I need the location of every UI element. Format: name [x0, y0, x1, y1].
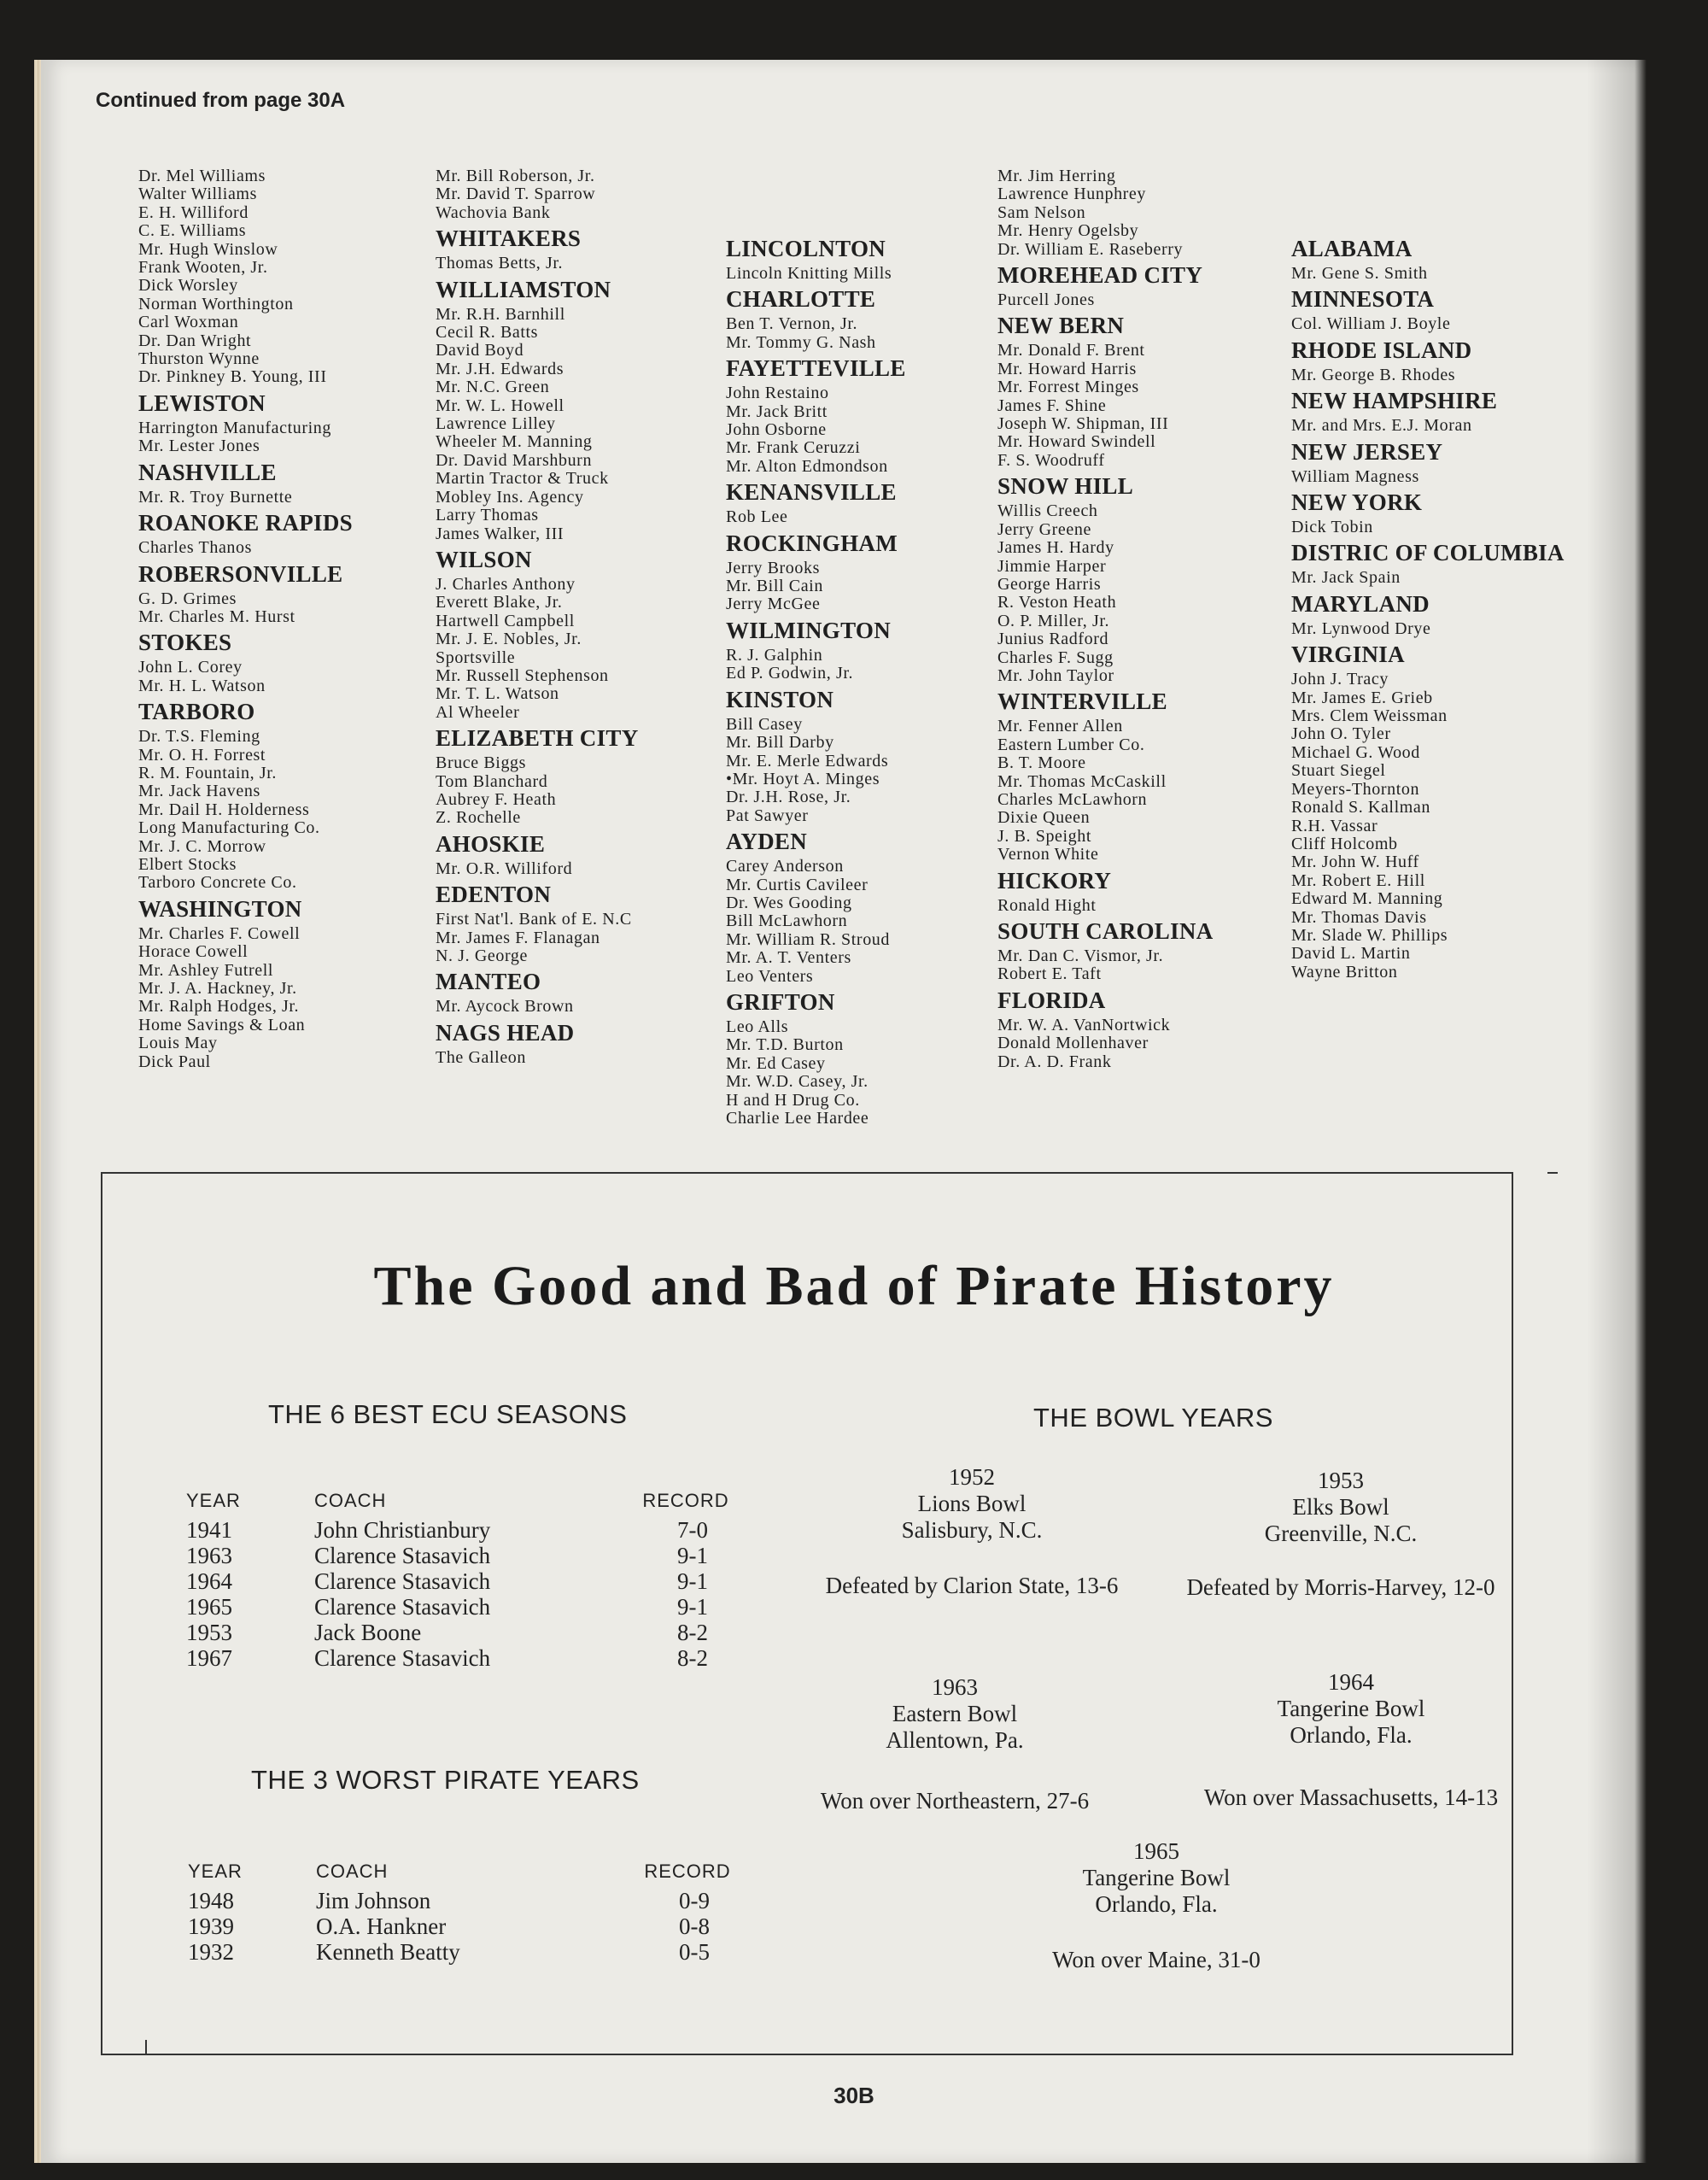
- donor-name: R. Veston Heath: [997, 593, 1117, 612]
- donor-name: Mr. Dan C. Vismor, Jr.: [997, 946, 1164, 965]
- donor-name: The Galleon: [436, 1047, 527, 1067]
- donor-name: Sam Nelson: [997, 202, 1086, 222]
- donor-name: Mr. Howard Swindell: [997, 432, 1156, 452]
- donor-name: B. T. Moore: [997, 753, 1086, 773]
- bowl-entry: [1129, 1669, 1573, 1811]
- donor-name: Carey Anderson: [726, 857, 844, 876]
- table-row: [188, 1888, 734, 1913]
- city-heading: AHOSKIE: [436, 830, 546, 857]
- row-coach: Jim Johnson: [316, 1888, 431, 1913]
- bowl-result: Won over Northeastern, 27-6: [820, 1788, 1090, 1814]
- donor-name: Walter Williams: [138, 185, 257, 204]
- bowl-year: 1965: [1133, 1838, 1179, 1864]
- donor-name: Willis Creech: [997, 501, 1098, 521]
- donor-name: Dr. T.S. Fleming: [138, 727, 260, 747]
- donor-name: James Walker, III: [436, 524, 564, 543]
- bowl-name: Tangerine Bowl: [1082, 1865, 1231, 1890]
- table-row: [186, 1543, 733, 1568]
- list-column-3: [726, 232, 1008, 1128]
- donor-name: G. D. Grimes: [138, 589, 237, 608]
- donor-name: James F. Shine: [997, 396, 1107, 415]
- donor-name: Louis May: [138, 1034, 218, 1053]
- donor-name: Mr. Bill Darby: [726, 733, 834, 753]
- donor-name: •Mr. Hoyt A. Minges: [726, 769, 880, 788]
- donor-name: Leo Alls: [726, 1017, 789, 1036]
- donor-name: Mr. Thomas McCaskill: [997, 771, 1167, 791]
- donor-name: Lawrence Hunphrey: [997, 185, 1147, 204]
- donor-name: Mr. Alton Edmondson: [726, 456, 888, 476]
- donor-name: First Nat'l. Bank of E. N.C: [436, 910, 632, 929]
- donor-name: Dick Worsley: [138, 276, 238, 296]
- city-heading: NEW JERSEY: [1291, 438, 1443, 465]
- bowl-name: Eastern Bowl: [892, 1701, 1018, 1726]
- donor-name: Pat Sawyer: [726, 806, 809, 825]
- donor-name: Mr. H. L. Watson: [138, 676, 266, 695]
- donor-name: Dr. Dan Wright: [138, 331, 252, 350]
- col-record: RECORD: [642, 1490, 729, 1511]
- city-heading: EDENTON: [436, 882, 552, 908]
- donor-name: John O. Tyler: [1291, 724, 1391, 744]
- donor-name: Norman Worthington: [138, 294, 294, 314]
- bowl-name: Lions Bowl: [917, 1491, 1027, 1516]
- city-heading: LEWISTON: [138, 390, 266, 416]
- donor-name: Stuart Siegel: [1291, 761, 1386, 781]
- bowl-place: Allentown, Pa.: [886, 1727, 1024, 1753]
- donor-name: Mr. David T. Sparrow: [436, 185, 596, 204]
- donor-name: Lawrence Lilley: [436, 414, 556, 434]
- row-coach: O.A. Hankner: [316, 1913, 447, 1939]
- city-heading: HICKORY: [997, 867, 1112, 894]
- donor-name: Mr. R. Troy Burnette: [138, 487, 293, 507]
- donor-name: C. E. Williams: [138, 221, 247, 241]
- donor-name: Mr. Ed Casey: [726, 1053, 826, 1073]
- donor-name: Mr. John W. Huff: [1291, 853, 1419, 872]
- worst-years-table: [188, 1861, 734, 1965]
- donor-name: Mr. Ashley Futrell: [138, 960, 274, 980]
- donor-name: R. M. Fountain, Jr.: [138, 763, 277, 782]
- city-heading: NEW YORK: [1291, 489, 1423, 516]
- donor-name: Charles F. Sugg: [997, 648, 1114, 667]
- table-row: [186, 1594, 733, 1620]
- donor-name: Mr. O.R. Williford: [436, 859, 573, 878]
- donor-name: Charles McLawhorn: [997, 789, 1148, 809]
- page-number: 30B: [834, 2083, 874, 2108]
- donor-name: John Restaino: [726, 384, 829, 403]
- row-coach: Clarence Stasavich: [314, 1645, 491, 1671]
- donor-name: Dick Paul: [138, 1052, 211, 1071]
- list-column-5: [1291, 232, 1573, 982]
- donor-name: Michael G. Wood: [1291, 742, 1420, 762]
- bowl-place: Orlando, Fla.: [1290, 1722, 1413, 1748]
- donor-name: Mr. Slade W. Phillips: [1291, 925, 1448, 945]
- donor-name: Mr. Jack Britt: [726, 401, 828, 421]
- donor-name: Mr. Frank Ceruzzi: [726, 438, 861, 458]
- donor-name: Ronald Hight: [997, 895, 1097, 915]
- donor-name: John Osborne: [726, 420, 827, 440]
- donor-name: Mr. James E. Grieb: [1291, 688, 1433, 707]
- city-heading: MARYLAND: [1291, 590, 1430, 617]
- city-heading: VIRGINIA: [1291, 642, 1405, 668]
- bowl-place: Greenville, N.C.: [1264, 1521, 1418, 1546]
- donor-name: David Boyd: [436, 341, 524, 360]
- donor-name: Frank Wooten, Jr.: [138, 258, 268, 278]
- donor-name: Mr. J. A. Hackney, Jr.: [138, 979, 297, 998]
- donor-name: Everett Blake, Jr.: [436, 593, 563, 612]
- donor-name: Meyers-Thornton: [1291, 779, 1420, 799]
- row-record: 9-1: [677, 1543, 708, 1568]
- donor-name: Mr. James F. Flanagan: [436, 928, 600, 947]
- donor-name: Tarboro Concrete Co.: [138, 873, 297, 893]
- col-year: YEAR: [188, 1861, 243, 1882]
- donor-name: Martin Tractor & Truck: [436, 469, 609, 489]
- row-coach: Kenneth Beatty: [316, 1939, 460, 1965]
- corner-mark: [1547, 1172, 1558, 1174]
- row-coach: Clarence Stasavich: [314, 1543, 491, 1568]
- row-record: 0-9: [679, 1888, 710, 1913]
- donor-name: Charlie Lee Hardee: [726, 1109, 869, 1128]
- city-heading: KINSTON: [726, 686, 834, 712]
- city-heading: RHODE ISLAND: [1291, 337, 1472, 363]
- city-heading: WILMINGTON: [726, 617, 892, 643]
- donor-name: Thomas Betts, Jr.: [436, 254, 564, 273]
- donor-name: Mr. Bill Roberson, Jr.: [436, 167, 595, 185]
- list-column-2: [436, 167, 717, 1067]
- donor-name: Dr. Mel Williams: [138, 167, 266, 185]
- donor-name: Carl Woxman: [138, 313, 239, 332]
- donor-name: Mr. Charles F. Cowell: [138, 923, 301, 943]
- bowl-place: Orlando, Fla.: [1095, 1891, 1218, 1917]
- bowl-year: 1964: [1328, 1669, 1374, 1695]
- donor-name: Joseph W. Shipman, III: [997, 414, 1169, 434]
- donor-name: O. P. Miller, Jr.: [997, 611, 1110, 630]
- donor-name: Robert E. Taft: [997, 964, 1102, 984]
- donor-name: Jimmie Harper: [997, 556, 1107, 576]
- donor-name: Mr. Thomas Davis: [1291, 907, 1427, 927]
- donor-name: James H. Hardy: [997, 538, 1114, 558]
- corner-mark: [145, 2040, 147, 2054]
- donor-name: Vernon White: [997, 845, 1099, 864]
- donor-name: Dr. A. D. Frank: [997, 1052, 1112, 1071]
- row-year: 1953: [186, 1620, 232, 1645]
- bowl-place: Salisbury, N.C.: [901, 1517, 1043, 1543]
- donor-name: Thurston Wynne: [138, 349, 260, 369]
- donor-name: Mr. Donald F. Brent: [997, 341, 1145, 360]
- row-year: 1963: [186, 1543, 232, 1568]
- donor-name: Mr. T. L. Watson: [436, 684, 559, 704]
- donor-name: Mr. Jack Havens: [138, 782, 260, 801]
- bowl-year: 1953: [1318, 1468, 1364, 1493]
- donor-name: Mr. John Taylor: [997, 665, 1114, 685]
- donor-name: John L. Corey: [138, 658, 243, 677]
- bowl-entry: [733, 1674, 1177, 1814]
- best-seasons-heading: THE 6 BEST ECU SEASONS: [268, 1399, 628, 1429]
- donor-name: Mr. and Mrs. E.J. Moran: [1291, 416, 1472, 436]
- col-record: RECORD: [644, 1861, 731, 1882]
- city-heading: SNOW HILL: [997, 473, 1134, 500]
- row-year: 1932: [188, 1939, 234, 1965]
- donor-name: R. J. Galphin: [726, 645, 823, 665]
- row-record: 0-5: [679, 1939, 710, 1965]
- donor-name: Home Savings & Loan: [138, 1015, 306, 1034]
- donor-name: Donald Mollenhaver: [997, 1034, 1149, 1053]
- donor-name: Bruce Biggs: [436, 753, 527, 773]
- donor-name: Dr. David Marshburn: [436, 450, 593, 470]
- donor-name: J. Charles Anthony: [436, 574, 576, 594]
- donor-name: Mr. W. A. VanNortwick: [997, 1015, 1171, 1034]
- donor-name: William Magness: [1291, 466, 1419, 486]
- donor-name: Mrs. Clem Weissman: [1291, 706, 1448, 726]
- donor-name: Mr. E. Merle Edwards: [726, 751, 889, 771]
- donor-name: Edward M. Manning: [1291, 889, 1443, 909]
- city-heading: MINNESOTA: [1291, 286, 1435, 313]
- donor-name: John J. Tracy: [1291, 670, 1389, 689]
- donor-name: Mr. Ralph Hodges, Jr.: [138, 997, 300, 1017]
- row-record: 8-2: [677, 1645, 708, 1671]
- donor-name: Mr. Forrest Minges: [997, 378, 1139, 397]
- row-coach: Clarence Stasavich: [314, 1568, 491, 1594]
- donor-name: Dick Tobin: [1291, 518, 1373, 537]
- donor-name: Col. William J. Boyle: [1291, 314, 1451, 334]
- donor-name: Mr. Aycock Brown: [436, 997, 574, 1017]
- donor-name: Dr. William E. Raseberry: [997, 239, 1184, 259]
- donor-name: Dr. Wes Gooding: [726, 893, 852, 912]
- city-heading: FAYETTEVILLE: [726, 355, 906, 382]
- city-heading: WINTERVILLE: [997, 689, 1167, 715]
- row-year: 1939: [188, 1913, 234, 1939]
- donor-name: Larry Thomas: [436, 506, 539, 525]
- donor-name: Ed P. Godwin, Jr.: [726, 664, 854, 683]
- donor-name: Mr. Lynwood Drye: [1291, 618, 1431, 638]
- bowl-entry: [934, 1838, 1378, 1973]
- donor-name: Mr. W.D. Casey, Jr.: [726, 1072, 869, 1092]
- city-heading: ALABAMA: [1291, 236, 1413, 261]
- city-heading: ROBERSONVILLE: [138, 560, 343, 587]
- donor-name: Mr. Tommy G. Nash: [726, 332, 876, 352]
- city-heading: ELIZABETH CITY: [436, 725, 639, 752]
- city-heading: STOKES: [138, 630, 232, 656]
- donor-name: Wayne Britton: [1291, 962, 1398, 982]
- donor-name: Wachovia Bank: [436, 202, 551, 222]
- row-record: 9-1: [677, 1568, 708, 1594]
- city-heading: DISTRIC OF COLUMBIA: [1291, 540, 1565, 566]
- table-row: [186, 1568, 733, 1594]
- row-year: 1967: [186, 1645, 232, 1671]
- donor-name: Mr. Hugh Winslow: [138, 239, 278, 259]
- city-heading: LINCOLNTON: [726, 236, 886, 261]
- donor-name: Mr. Bill Cain: [726, 577, 823, 596]
- col-year: YEAR: [186, 1490, 241, 1511]
- bowl-year: 1963: [932, 1674, 978, 1700]
- donor-name: Jerry McGee: [726, 595, 821, 614]
- best-seasons-table: [186, 1490, 733, 1671]
- donor-name: Mr. T.D. Burton: [726, 1035, 844, 1055]
- city-heading: WILLIAMSTON: [436, 276, 611, 302]
- donor-name: Mobley Ins. Agency: [436, 487, 584, 507]
- row-coach: Jack Boone: [314, 1620, 422, 1645]
- list-column-4: [997, 167, 1279, 1071]
- donor-name: Mr. Russell Stephenson: [436, 665, 609, 685]
- donor-name: J. B. Speight: [997, 826, 1092, 846]
- worst-years-heading: THE 3 WORST PIRATE YEARS: [251, 1765, 640, 1795]
- city-heading: WHITAKERS: [436, 226, 582, 252]
- row-record: 7-0: [677, 1517, 708, 1543]
- table-row: [188, 1939, 734, 1965]
- bowl-result: Defeated by Clarion State, 13-6: [825, 1573, 1119, 1598]
- donor-name: Hartwell Campbell: [436, 611, 575, 630]
- donor-name: Mr. R.H. Barnhill: [436, 304, 565, 324]
- city-heading: CHARLOTTE: [726, 286, 876, 313]
- row-coach: John Christianbury: [314, 1517, 491, 1543]
- col-coach: COACH: [316, 1861, 389, 1882]
- row-year: 1964: [186, 1568, 232, 1594]
- donor-name: Mr. O. H. Forrest: [138, 745, 266, 765]
- donor-name: Mr. A. T. Venters: [726, 948, 851, 968]
- donor-name: Eastern Lumber Co.: [997, 735, 1145, 754]
- gutter-shadow: [1587, 60, 1647, 2163]
- city-heading: KENANSVILLE: [726, 479, 897, 506]
- bowl-entry: [1119, 1468, 1563, 1601]
- donor-name: Elbert Stocks: [138, 854, 237, 874]
- bowl-result: Defeated by Morris-Harvey, 12-0: [1186, 1574, 1495, 1600]
- donor-name: Lincoln Knitting Mills: [726, 264, 892, 283]
- city-heading: ROCKINGHAM: [726, 530, 898, 556]
- donor-name: Purcell Jones: [997, 290, 1095, 310]
- table-row: [186, 1517, 733, 1543]
- donor-name: Rob Lee: [726, 507, 788, 527]
- donor-name: Leo Venters: [726, 966, 814, 986]
- donor-name: Mr. Jim Herring: [997, 167, 1116, 185]
- row-year: 1948: [188, 1888, 234, 1913]
- donor-name: Dr. Pinkney B. Young, III: [138, 367, 327, 387]
- donor-name: Mr. J. E. Nobles, Jr.: [436, 630, 582, 649]
- donor-name: Dixie Queen: [997, 808, 1091, 828]
- city-heading: NAGS HEAD: [436, 1019, 575, 1046]
- donor-name: Charles Thanos: [138, 538, 253, 558]
- donor-name: Harrington Manufacturing: [138, 418, 332, 437]
- city-heading: SOUTH CAROLINA: [997, 918, 1214, 944]
- city-heading: FLORIDA: [997, 987, 1106, 1013]
- city-heading: ROANOKE RAPIDS: [138, 510, 353, 536]
- row-record: 9-1: [677, 1594, 708, 1620]
- donor-name: Mr. Curtis Cavileer: [726, 875, 869, 894]
- donor-name: Sportsville: [436, 648, 516, 667]
- bowl-years-heading: THE BOWL YEARS: [1033, 1403, 1273, 1433]
- city-heading: TARBORO: [138, 699, 255, 725]
- donor-name: Ronald S. Kallman: [1291, 798, 1430, 818]
- table-row: [186, 1645, 733, 1671]
- donor-name: Tom Blanchard: [436, 771, 548, 791]
- city-heading: MANTEO: [436, 969, 541, 995]
- row-coach: Clarence Stasavich: [314, 1594, 491, 1620]
- city-heading: WILSON: [436, 546, 532, 572]
- donor-name: Mr. William R. Stroud: [726, 929, 890, 949]
- bowl-result: Won over Massachusetts, 14-13: [1203, 1784, 1499, 1810]
- donor-name: Mr. George B. Rhodes: [1291, 365, 1456, 384]
- row-year: 1941: [186, 1517, 232, 1543]
- donor-name: Mr. Fenner Allen: [997, 717, 1123, 736]
- col-coach: COACH: [314, 1490, 387, 1511]
- donor-name: George Harris: [997, 574, 1102, 594]
- donor-name: Mr. Charles M. Hurst: [138, 607, 295, 626]
- donor-name: Mr. Lester Jones: [138, 437, 260, 456]
- donor-name: Mr. N.C. Green: [436, 378, 550, 397]
- donor-name: Horace Cowell: [138, 942, 249, 962]
- donor-name: Mr. Henry Ogelsby: [997, 221, 1139, 241]
- donor-name: Mr. Jack Spain: [1291, 568, 1401, 588]
- donor-name: Al Wheeler: [436, 702, 520, 722]
- donor-name: Long Manufacturing Co.: [138, 818, 320, 838]
- table-header: [186, 1490, 733, 1517]
- table-row: [186, 1620, 733, 1645]
- donor-name: Z. Rochelle: [436, 808, 521, 828]
- bowl-name: Elks Bowl: [1292, 1494, 1389, 1520]
- bowl-result: Won over Maine, 31-0: [1052, 1947, 1261, 1972]
- city-heading: NEW BERN: [997, 313, 1125, 339]
- donor-name: Wheeler M. Manning: [436, 432, 593, 452]
- donor-name: Aubrey F. Heath: [436, 789, 557, 809]
- donor-name: Mr. J. C. Morrow: [138, 836, 266, 856]
- donor-name: Mr. Robert E. Hill: [1291, 870, 1425, 890]
- donor-name: Mr. Gene S. Smith: [1291, 264, 1428, 283]
- donor-name: R.H. Vassar: [1291, 816, 1378, 835]
- bowl-name: Tangerine Bowl: [1277, 1696, 1425, 1721]
- donor-name: Junius Radford: [997, 630, 1109, 649]
- donor-name: Ben T. Vernon, Jr.: [726, 314, 858, 334]
- row-year: 1965: [186, 1594, 232, 1620]
- row-record: 8-2: [677, 1620, 708, 1645]
- donor-name: Jerry Greene: [997, 519, 1091, 539]
- bowl-year: 1952: [949, 1464, 995, 1490]
- donor-name: Dr. J.H. Rose, Jr.: [726, 788, 851, 807]
- donor-name: Bill McLawhorn: [726, 911, 848, 931]
- donor-name: Mr. J.H. Edwards: [436, 359, 564, 378]
- donor-name: F. S. Woodruff: [997, 450, 1105, 470]
- donor-name: N. J. George: [436, 946, 528, 965]
- donor-name: Mr. W. L. Howell: [436, 396, 564, 415]
- table-row: [188, 1913, 734, 1939]
- history-title: The Good and Bad of Pirate History: [373, 1255, 1335, 1317]
- donor-name: Mr. Howard Harris: [997, 359, 1137, 378]
- donor-name: Cliff Holcomb: [1291, 834, 1398, 853]
- row-record: 0-8: [679, 1913, 710, 1939]
- city-heading: WASHINGTON: [138, 895, 302, 922]
- donor-name: Jerry Brooks: [726, 558, 820, 577]
- donor-name: Cecil R. Batts: [436, 323, 539, 343]
- continued-note: Continued from page 30A: [96, 89, 346, 112]
- city-heading: MOREHEAD CITY: [997, 262, 1203, 289]
- donor-name: E. H. Williford: [138, 202, 249, 222]
- donor-name: Mr. Dail H. Holderness: [138, 800, 310, 819]
- donor-name: David L. Martin: [1291, 944, 1411, 964]
- donor-name: Bill Casey: [726, 714, 803, 734]
- city-heading: NASHVILLE: [138, 459, 277, 485]
- city-heading: NEW HAMPSHIRE: [1291, 388, 1498, 414]
- donor-name: H and H Drug Co.: [726, 1090, 860, 1110]
- city-heading: GRIFTON: [726, 988, 835, 1015]
- city-heading: AYDEN: [726, 829, 808, 855]
- table-header: [188, 1861, 734, 1888]
- list-column-1: [138, 167, 420, 1071]
